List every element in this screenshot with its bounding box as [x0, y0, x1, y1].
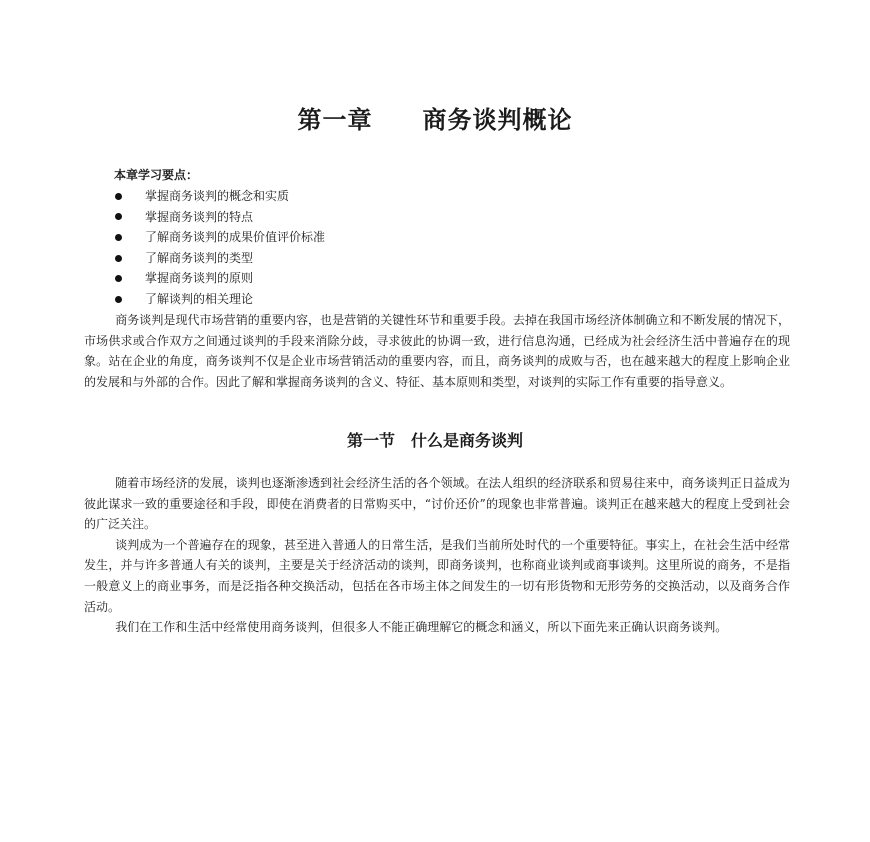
section-body [84, 473, 790, 638]
list-item [112, 227, 325, 248]
list-item [112, 289, 325, 310]
bullet-icon [115, 234, 122, 241]
section-title: 第一节 什么是商务谈判 [346, 431, 523, 450]
key-points-heading: 本章学习要点： [114, 168, 199, 182]
body-paragraph: 谈判成为一个普遍存在的现象，甚至进入普通人的日常生活，是我们当前所处时代的一个重要特征。事实上，在社会生活中经常发生，并与许多普通人有关的谈判，主要是关于经济活动的谈判，即商务谈判，也称商业谈判或商事谈判。这里所说的商务，不是指一般意义上的商业事务，而是泛指各种交换活动，包括在各市场主体之间发生的一切有形货物和无形劳务的交换活动，以及商务合作活动。 [84, 537, 790, 614]
bullet-icon [115, 255, 122, 262]
list-item-text: 掌握商务谈判的原则 [145, 271, 254, 286]
key-points-list [112, 186, 325, 310]
list-item [112, 248, 325, 269]
list-item-text: 掌握商务谈判的概念和实质 [145, 189, 290, 203]
body-paragraph: 我们在工作和生活中经常使用商务谈判，但很多人不能正确理解它的概念和涵义，所以下面先来正确认识商务谈判。 [115, 620, 728, 635]
bullet-icon [115, 296, 122, 303]
bullet-icon [115, 275, 122, 282]
list-item-text: 了解商务谈判的成果价值评价标准 [145, 230, 326, 245]
bullet-icon [115, 213, 122, 220]
list-item-text: 掌握商务谈判的特点 [145, 209, 254, 224]
intro-block [84, 310, 790, 392]
list-item-text: 了解谈判的相关理论 [145, 291, 254, 306]
list-item [112, 207, 325, 228]
intro-paragraph: 商务谈判是现代市场营销的重要内容，也是营销的关键性环节和重要手段。去掉在我国市场经济体制确立和不断发展的情况下，市场供求或合作双方之间通过谈判的手段来消除分歧，寻求彼此的协调一致，进行信息沟通，已经成为社会经济生活中普遍存在的现象。站在企业的角度，商务谈判不仅是企业市场营销活动的重要内容，而且，商务谈判的成败与否，也在越来越大的程度上影响企业的发展和与外部的合作。因此了解和掌握商务谈判的含义、特征、基本原则和类型，对谈判的实际工作有重要的指导意义。 [84, 313, 790, 389]
list-item [112, 186, 325, 207]
chapter-title: 第一章 商务谈判概论 [297, 106, 573, 134]
list-item-text: 了解商务谈判的类型 [145, 250, 254, 265]
list-item [112, 268, 325, 289]
bullet-icon [115, 193, 122, 200]
body-paragraph: 随着市场经济的发展，谈判也逐渐渗透到社会经济生活的各个领域。在法人组织的经济联系和贸易往来中，商务谈判正日益成为彼此谋求一致的重要途径和手段，即使在消费者的日常购买中，“讨价还价”的现象也非常普遍。谈判正在越来越大的程度上受到社会的广泛关注。 [84, 476, 790, 532]
